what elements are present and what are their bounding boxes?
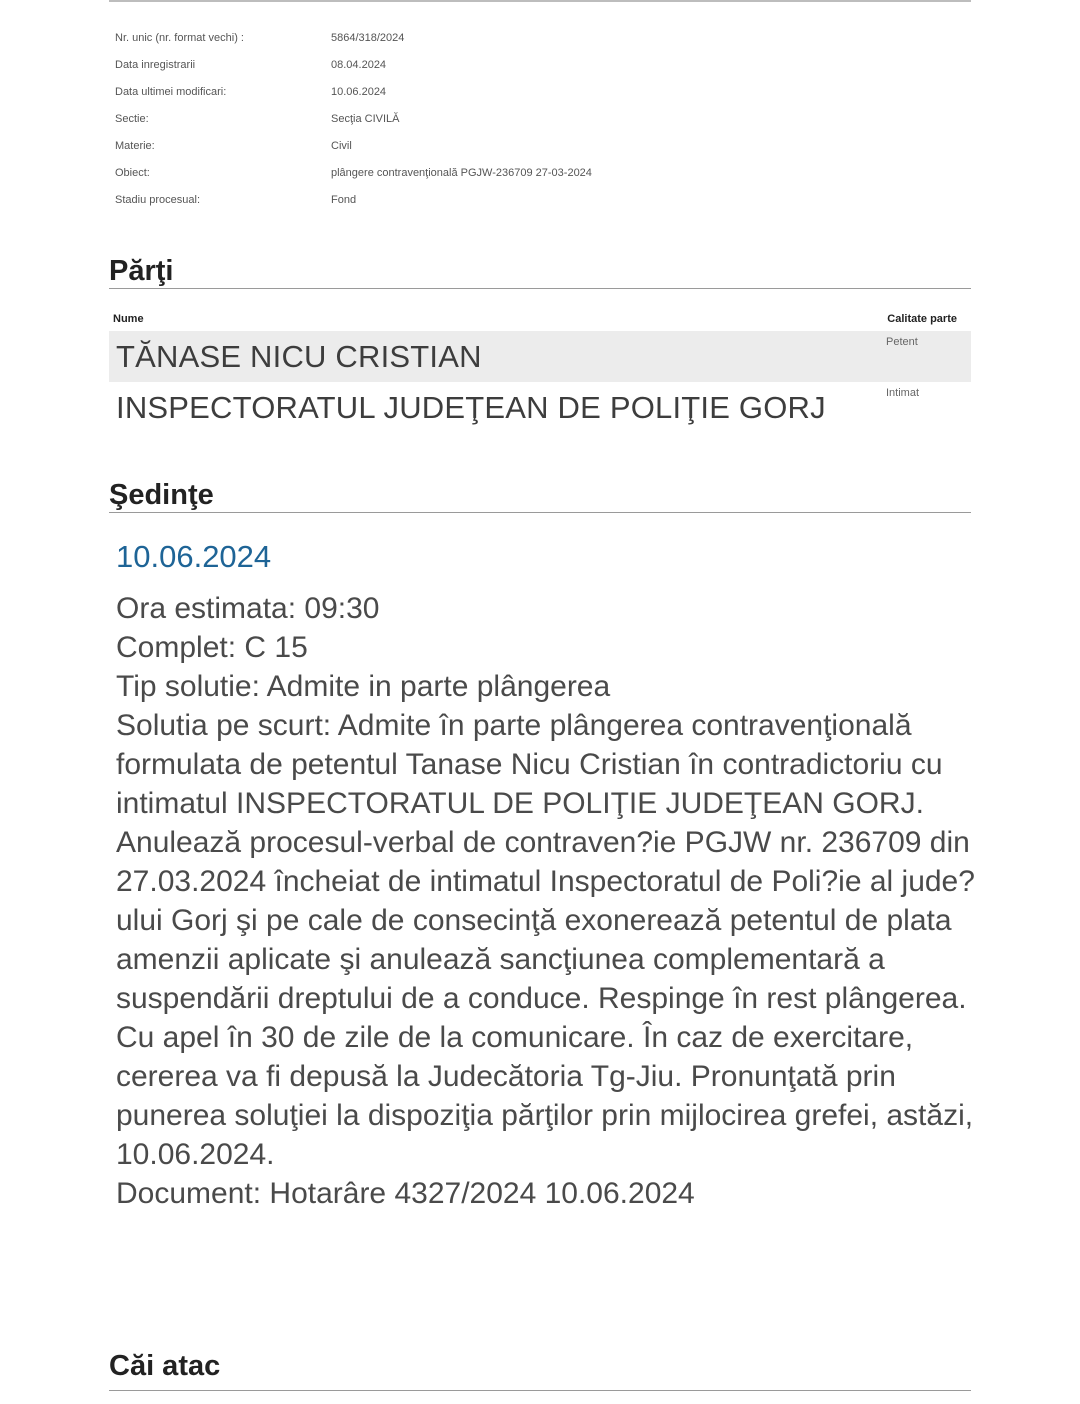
info-label: Data ultimei modificari: (115, 85, 227, 98)
info-label: Obiect: (115, 166, 150, 179)
info-value: Civil (331, 139, 352, 152)
info-value: plângere contravenţională PGJW-236709 27-03-2024 (331, 166, 592, 179)
info-row-materie (109, 132, 971, 159)
hearing-time: Ora estimata: 09:30 (116, 592, 380, 625)
hearing-entry (109, 539, 975, 1213)
info-row-stadiu-procesual (109, 186, 971, 213)
party-name: TĂNASE NICU CRISTIAN (116, 339, 482, 374)
solution-summary: Solutia pe scurt: Admite în parte plângerea contravenţională formulata de petentul Tanase Nicu Cristian în contradictoriu cu intimatul INSPECTORATUL DE POLIŢIE JUDEŢEAN GORJ. Anulează procesul-verbal de contraven?ie PGJW nr. 236709 din 27.03.2024 încheiat de intimatul Inspectoratul de Poli?ie al jude?ului Gorj şi pe cale de consecinţă exonerează petentul de plata amenzii aplicate şi anulează sancţiunea complementară a suspendării dreptului de a conduce. Respinge în rest plângerea. Cu apel în 30 de zile de la comunicare. În caz de exercitare, cererea va fi depusă la Judecătoria Tg-Jiu. Pronunţată prin punerea soluţiei la dispoziţia părţilor prin mijlocirea grefei, astăzi, 10.06.2024. (116, 709, 975, 1171)
column-header-calitate: Calitate parte (887, 313, 957, 325)
info-value: Fond (331, 193, 357, 206)
info-row-sectie (109, 105, 971, 132)
table-row (109, 382, 971, 433)
case-details-page (109, 0, 975, 1382)
info-row-data-ultimei-modificari (109, 78, 971, 105)
top-divider (109, 0, 971, 2)
parti-section-title: Părţi (109, 255, 174, 287)
info-value: 10.06.2024 (331, 85, 387, 98)
column-header-nume: Nume (113, 313, 144, 325)
info-row-nr-unic (109, 24, 971, 51)
info-label: Data inregistrarii (115, 58, 196, 71)
case-info-table (109, 24, 971, 213)
info-label: Nr. unic (nr. format vechi) : (115, 31, 244, 44)
info-value: Secţia CIVILĂ (331, 112, 400, 125)
parti-divider (109, 288, 971, 289)
hearing-document: Document: Hotarâre 4327/2024 10.06.2024 (116, 1177, 695, 1210)
cai-atac-divider (109, 1390, 971, 1391)
cai-atac-section-title: Căi atac (109, 1350, 221, 1382)
info-label: Materie: (115, 139, 155, 152)
info-label: Sectie: (115, 112, 149, 125)
hearing-details (116, 589, 976, 1213)
hearing-date: 10.06.2024 (116, 539, 272, 574)
sedinte-divider (109, 512, 971, 513)
party-name: INSPECTORATUL JUDEŢEAN DE POLIŢIE GORJ (116, 390, 826, 425)
solution-type: Tip solutie: Admite in parte plângerea (116, 670, 611, 703)
hearing-panel: Complet: C 15 (116, 631, 308, 664)
party-role: Intimat (886, 387, 920, 399)
info-row-data-inregistrarii (109, 51, 971, 78)
info-row-obiect (109, 159, 971, 186)
info-value: 5864/318/2024 (331, 31, 405, 44)
party-role: Petent (886, 336, 918, 348)
table-row (109, 331, 971, 382)
info-label: Stadiu procesual: (115, 193, 200, 206)
info-value: 08.04.2024 (331, 58, 387, 71)
parti-table-header (109, 313, 971, 331)
sedinte-section-title: Şedinţe (109, 479, 214, 511)
